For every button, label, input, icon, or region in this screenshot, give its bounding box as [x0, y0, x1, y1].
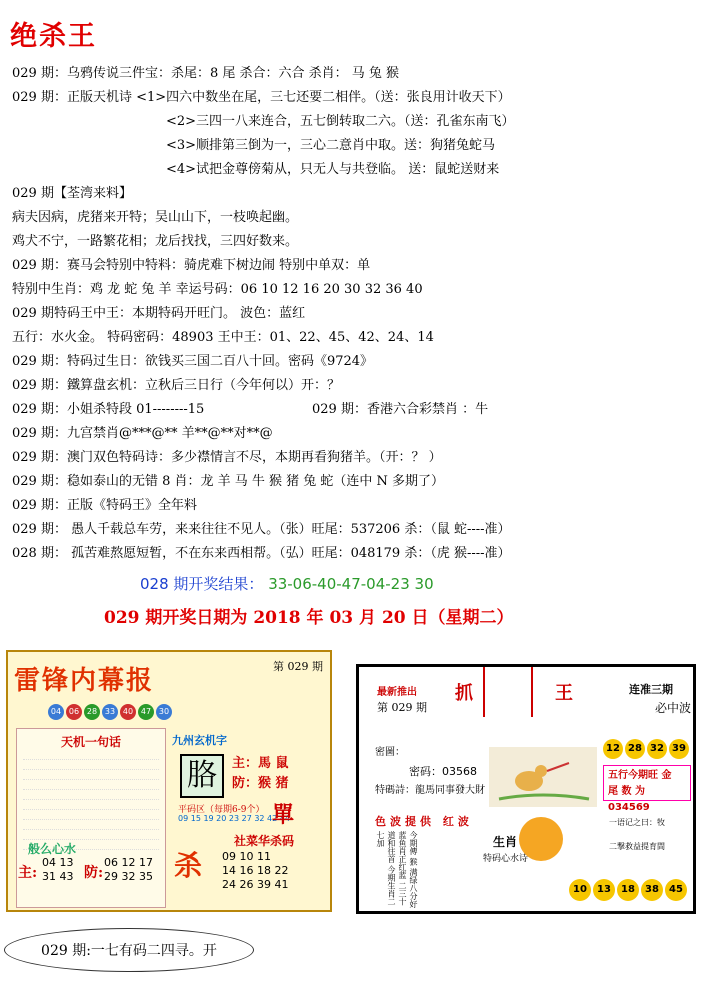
prediction-line — [12, 422, 692, 446]
prediction-line-text: 029 期：正版天机诗 <1>四六中数坐在尾，三七还要二相伴。（送：张良用计收天下） — [12, 90, 511, 105]
result-numbers: 33-06-40-47-04-23 30 — [268, 575, 434, 593]
prediction-line-text: 029 期：鐵算盘玄机：立秋后三日行（今年何以）开：？ — [12, 378, 340, 393]
fang-label: 防: — [84, 865, 104, 881]
prediction-line — [12, 446, 692, 470]
prediction-line — [12, 494, 692, 518]
prediction-line — [12, 326, 692, 350]
prediction-line-text: 029 期： 愚人千载总车劳，来来往往不见人。（张）旺尾：537206 杀：（鼠 蛇----准） — [12, 522, 511, 537]
zhu-numbers: 04 13 31 43 — [42, 856, 74, 883]
right-issue: 第 029 期 — [377, 701, 427, 714]
wang-char: 王 — [555, 683, 573, 704]
number-ball: 45 — [665, 879, 687, 901]
result-label: 028 期开奖结果： — [140, 575, 264, 593]
prediction-line — [12, 86, 692, 110]
prediction-line-right: 029 期：香港六合彩禁肖 ：牛 — [312, 402, 489, 417]
sha-big-char: 杀 — [174, 849, 203, 882]
jiuzhou-title: 九州玄机字 — [172, 734, 227, 747]
bottom-balls — [569, 879, 687, 901]
prediction-line-text: 029 期：稳如泰山的无错 8 肖：龙 羊 马 牛 猴 猪 兔 蛇（连中 N 多期了） — [12, 474, 445, 489]
mima-code-label: 密码： — [409, 765, 442, 778]
number-ball: 13 — [593, 879, 615, 901]
zuixin-label: 最新推出 — [377, 687, 417, 698]
number-ball: 28 — [84, 704, 100, 720]
zhu-label: 主: — [18, 865, 38, 881]
prediction-lines — [12, 62, 692, 566]
note-2: 二撃救益提育間 — [609, 842, 665, 851]
zhu-right: 主：馬 鼠 — [232, 756, 289, 771]
wuxing-box — [603, 765, 691, 813]
mima-label: 密圖： — [375, 747, 405, 758]
sha-title: 社菜华杀码 — [234, 834, 295, 848]
number-ball: 28 — [625, 739, 645, 759]
prediction-line — [12, 518, 692, 542]
prediction-line-text: 028 期： 孤苦难熬愿短暂，不在东来西相帮。（弘）旺尾：048179 杀：（虎 猴----准） — [12, 546, 511, 561]
prediction-line — [12, 158, 692, 182]
fang-numbers: 06 12 17 29 32 35 — [104, 856, 153, 883]
wen-label: 般么心水 — [28, 842, 77, 856]
mima-code-value: 03568 — [442, 765, 477, 778]
prediction-line — [12, 374, 692, 398]
prediction-line-text: 五行：水火金。 特码密码：48903 王中王：01、22、45、42、24、14 — [12, 330, 434, 345]
left-paper-issue: 第 029 期 — [273, 660, 323, 673]
prediction-line — [12, 542, 692, 566]
weishu-text: 尾 数 为 034569 — [608, 786, 650, 813]
sun-illustration — [519, 817, 563, 861]
prediction-line-text: 029 期：特码过生日：欲钱买三国二百八十回。密码《9724》 — [12, 354, 374, 369]
prediction-line — [12, 350, 692, 374]
tianji-title: 天机一句话 — [60, 735, 121, 749]
prediction-line — [12, 182, 692, 206]
pm-label: 平码区（每期6-9个） — [178, 805, 265, 815]
prediction-line-text: 特别中生肖：鸡 龙 蛇 兔 羊 幸运号码：06 10 12 16 20 30 32 36 40 — [12, 282, 423, 297]
zhua-char: 抓 — [455, 683, 473, 704]
red-bar — [483, 667, 533, 717]
page-title: 绝杀王 — [10, 21, 97, 52]
bizhong-label: 必中波 — [655, 701, 692, 715]
pm-numbers: 09 15 19 20 23 27 32 42 44 — [178, 814, 290, 823]
number-ball: 38 — [641, 879, 663, 901]
prediction-line — [12, 398, 692, 422]
tema-xinshui: 特码心水诗 — [483, 854, 529, 864]
color-word: 红波 — [442, 815, 473, 828]
number-ball: 30 — [156, 704, 172, 720]
bird-illustration — [489, 747, 597, 807]
left-paper-title: 雷锋内幕报 — [14, 666, 155, 696]
prediction-line — [12, 62, 692, 86]
shengxiao-label: 生肖 — [493, 835, 518, 849]
prediction-line-text: <4>试把金尊傍菊从，只无人与共登临。 送：鼠蛇送财来 — [166, 162, 500, 177]
prediction-line-text: 029 期特码王中王：本期特码开旺门。 波色：蓝红 — [12, 306, 306, 321]
mima-code — [409, 763, 477, 779]
number-ball: 12 — [603, 739, 623, 759]
number-ball: 10 — [569, 879, 591, 901]
ssbt-text: 色波提供 — [375, 815, 435, 828]
note-1: 一语记之曰：牧 — [609, 818, 665, 827]
dan-char: 單 — [272, 802, 295, 828]
prediction-line — [12, 254, 692, 278]
prediction-line-text: 029 期：乌鸦传说三件宝：杀尾：8 尾 杀合：六合 杀肖： 马 兔 猴 — [12, 66, 400, 81]
sha-numbers: 09 10 11 14 16 18 22 24 26 39 41 — [222, 850, 289, 891]
last-result — [140, 573, 434, 594]
number-ball: 06 — [66, 704, 82, 720]
prediction-line — [12, 134, 692, 158]
prediction-line-text: 029 期：澳门双色特码诗：多少襟情言不尽，本期再看狗猪羊。（开：？ ） — [12, 450, 442, 465]
number-ball: 04 — [48, 704, 64, 720]
prediction-line-text: <2>三四一八来连合，五七倒转取二六。（送：孔雀东南飞） — [166, 114, 515, 129]
prediction-line — [12, 302, 692, 326]
prediction-line-text: 029 期【荃湾来料】 — [12, 186, 132, 201]
jiuzhou-box — [172, 732, 328, 828]
color-provide-label — [375, 813, 473, 829]
prediction-line — [12, 470, 692, 494]
number-ball: 39 — [669, 739, 689, 759]
prediction-line — [12, 278, 692, 302]
prediction-line — [12, 206, 692, 230]
tema-poem: 特碼詩：龍馬同事發大財 — [375, 785, 485, 796]
prediction-line — [12, 230, 692, 254]
prediction-line-text: 029 期：九宫禁肖@***@** 羊**@**对**@ — [12, 426, 273, 441]
right-newspaper — [356, 664, 696, 914]
prediction-line-text: 病夫因病，虎猪来开特；吴山山下，一枝唤起幽。 — [12, 210, 299, 225]
prediction-line-text: 鸡犬不宁，一路繁花相；龙后找找，三四好数来。 — [12, 234, 299, 249]
right-balls — [603, 739, 689, 759]
prediction-line-text: 029 期：正版《特码王》全年料 — [12, 498, 197, 513]
left-paper-balls — [48, 704, 172, 720]
prediction-line-text: 029 期：小姐杀特段 01--------15 — [12, 402, 205, 417]
prediction-line — [12, 110, 692, 134]
number-ball: 18 — [617, 879, 639, 901]
draw-date: 029 期开奖日期为 2018 年 03 月 20 日（星期二） — [104, 608, 514, 628]
left-newspaper — [6, 650, 332, 912]
speech-bubble: 029 期:一七有码二四寻。开 — [4, 928, 254, 972]
prediction-line-text: <3>顺排第三倒为一，三心二意肖中取。送：狗猪兔蛇马 — [166, 138, 496, 153]
big-character: 胳 — [180, 754, 224, 798]
number-ball: 32 — [647, 739, 667, 759]
vertical-poem: 今期傳 猴 满绿八分好 蓝鱼肖正红蓝 二三十道和往首 今期生肖二七加 — [376, 831, 418, 909]
number-ball: 40 — [120, 704, 136, 720]
number-ball: 47 — [138, 704, 154, 720]
wuxing-text: 五行今期旺 金 — [608, 770, 672, 781]
number-ball: 33 — [102, 704, 118, 720]
prediction-line-text: 029 期：赛马会特别中特料：骑虎难下树边闹 特别中单双：单 — [12, 258, 371, 273]
lianzhun-label: 连准三期 — [629, 683, 673, 696]
fang-right: 防：猴 猪 — [232, 776, 289, 791]
